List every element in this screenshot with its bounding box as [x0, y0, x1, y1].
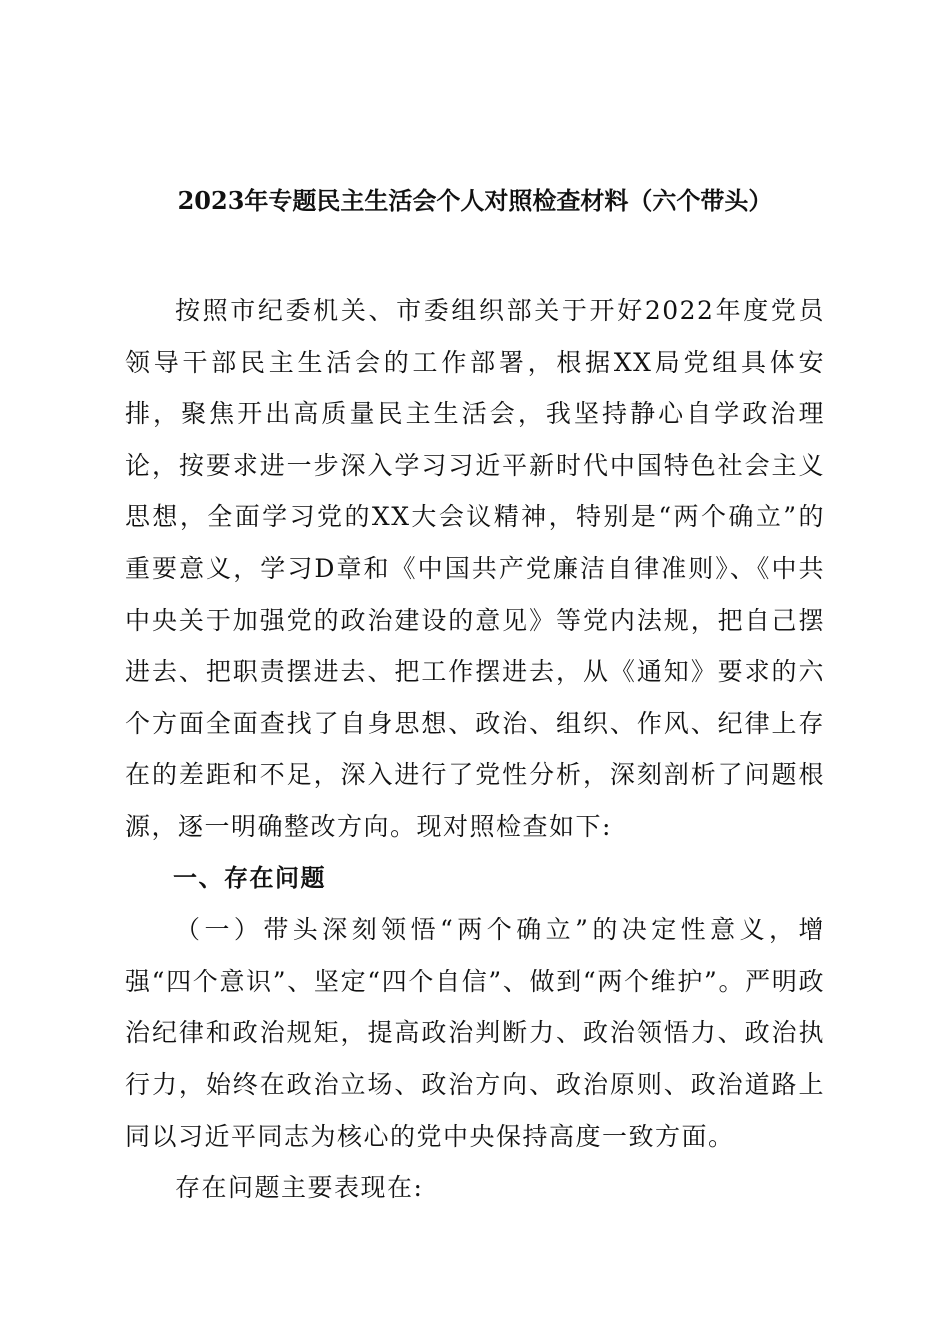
problems-intro-paragraph: 存在问题主要表现在: — [175, 1173, 424, 1203]
section-heading-problems: 一、存在问题 — [173, 863, 326, 892]
subsection-paragraph: （一）带头深刻领悟“两个确立”的决定性意义，增强“四个意识”、坚定“四个自信”、做到“两个维护”。严明政治纪律和政治规矩，提高政治判断力、政治领悟力、政治执行力，始终在政治立场、政治方向、政治原则、政治道路上同以习近平同志为核心的党中央保持高度一致方面。 — [125, 915, 825, 1151]
document-body — [125, 285, 825, 1214]
intro-paragraph: 按照市纪委机关、市委组织部关于开好2022年度党员领导干部民主生活会的工作部署，根据XX局党组具体安排，聚焦开出高质量民主生活会，我坚持静心自学政治理论，按要求进一步深入学习习近平新时代中国特色社会主义思想，全面学习党的XX大会议精神，特别是“两个确立”的重要意义，学习D章和《中国共产党廉洁自律准则》、《中共中央关于加强党的政治建设的意见》等党内法规，把自己摆进去、把职责摆进去、把工作摆进去，从《通知》要求的六个方面全面查找了自身思想、政治、组织、作风、纪律上存在的差距和不足，深入进行了党性分析，深刻剖析了问题根源，逐一明确整改方向。现对照检查如下: — [125, 296, 825, 841]
document-title: 2023年专题民主生活会个人对照检查材料（六个带头） — [177, 186, 773, 215]
